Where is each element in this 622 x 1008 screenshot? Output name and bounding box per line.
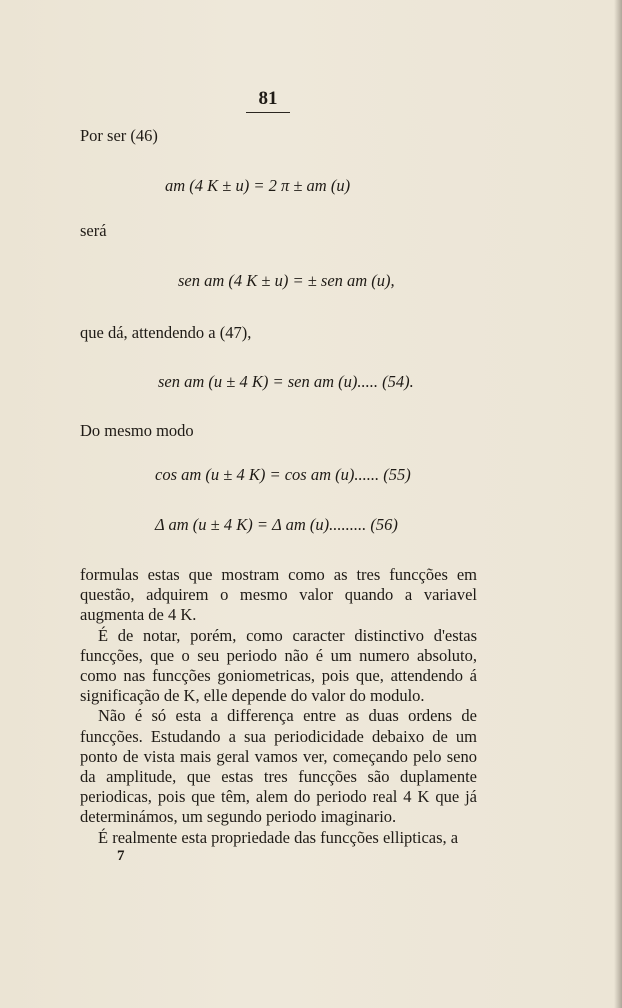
equation-54: sen am (u ± 4 K) = sen am (u)..... (54). <box>158 372 414 391</box>
body-text <box>80 565 477 848</box>
paragraph-2: É de notar, porém, como caracter distinctivo d'estas funcções, que o seu periodo não é um numero absoluto, como nas funcções goniometricas, pois que, attendendo á significação de K, elle depende do valor do modulo. <box>80 625 477 706</box>
text-line-do-mesmo: Do mesmo modo <box>80 421 194 440</box>
text-line-que-da: que dá, attendendo a (47), <box>80 323 252 342</box>
text-line-por-ser: Por ser (46) <box>80 126 158 145</box>
signature-mark: 7 <box>117 848 125 864</box>
text-line-sera: será <box>80 221 107 240</box>
equation-56: Δ am (u ± 4 K) = Δ am (u)......... (56) <box>155 515 398 534</box>
paragraph-3: Não é só esta a differença entre as duas ordens de funcções. Estudando a sua periodicidade debaixo de um ponto de vista mais geral vamos ver, começando pelo seno da amplitude, que estas tres funcções são duplamente periodicas, pois que têm, alem do periodo real 4 K que já determinámos, um segundo periodo imaginario. <box>80 706 477 827</box>
equation-sen-am: sen am (4 K ± u) = ± sen am (u), <box>178 271 395 290</box>
page-number: 81 <box>246 88 290 113</box>
equation-am: am (4 K ± u) = 2 π ± am (u) <box>165 176 351 195</box>
equation-55: cos am (u ± 4 K) = cos am (u)...... (55) <box>155 465 411 484</box>
paragraph-1: formulas estas que mostram como as tres funcções em questão, adquirem o mesmo valor quando a variavel augmenta de 4 K. <box>80 565 477 625</box>
paragraph-4: É realmente esta propriedade das funcções ellipticas, a <box>98 827 459 847</box>
